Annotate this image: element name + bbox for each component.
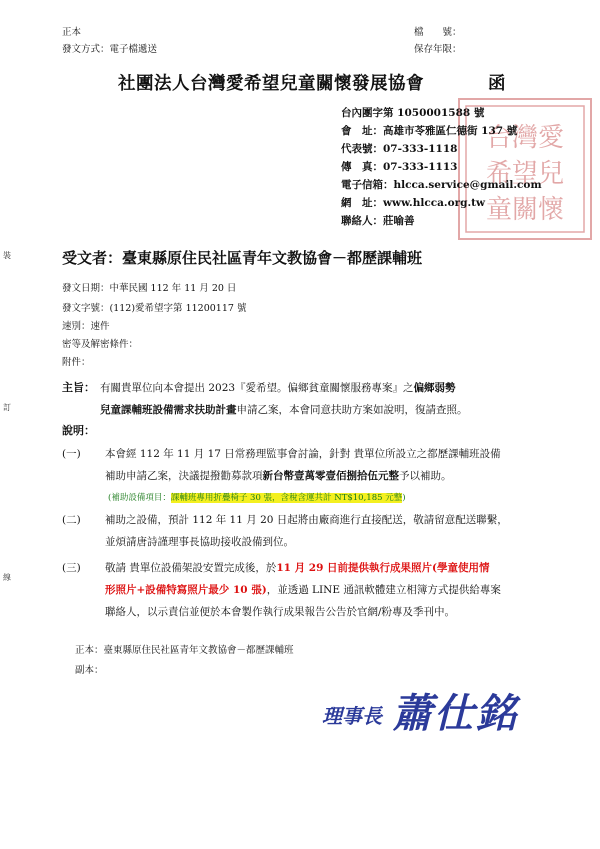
- svg-text:童關懷: 童關懷: [485, 195, 565, 225]
- subject-text-2a: 兒童課輔班設備需求扶助計畫: [100, 404, 237, 416]
- item-1-note-label: (補助設備項目：: [108, 493, 171, 503]
- org-contact: 聯絡人：莊喻善: [341, 215, 415, 227]
- org-title: 社團法人台灣愛希望兒童關懷發展協會: [118, 74, 424, 94]
- item-1-note-highlight: 課輔班專用折疊椅子 30 張，含稅含運共計 NT$10,185 元整: [170, 493, 403, 503]
- file-number-label: 檔 號：: [414, 27, 462, 38]
- svg-text:台灣愛: 台灣愛: [485, 123, 565, 153]
- item-3-photo-requirement: 形照片+設備特寫照片最少 10 張): [105, 584, 267, 596]
- explanation-label: 說明：: [62, 424, 95, 437]
- item-1-amount: 新台幣壹萬零壹佰捌拾伍元整: [262, 470, 399, 482]
- subject-text-1a: 有關貴單位向本會提出 2023『愛希望。偏鄉貧童關懷服務專案』之: [100, 382, 414, 394]
- svg-text:希望兒: 希望兒: [485, 159, 565, 189]
- registration-number: 台內團字第 1050001588 號: [341, 107, 485, 119]
- distribution-original: 正本：臺東縣原住民社區青年文教協會－都歷課輔班: [75, 645, 294, 656]
- org-email: 電子信箱：hlcca.service@gmail.com: [341, 179, 542, 191]
- item-3-line-1: [105, 560, 490, 575]
- item-3-text-2b: ，並透過 LINE 通訊軟體建立相簿方式提供給專案: [266, 584, 501, 596]
- binding-mark-zhuang: 裝: [3, 251, 11, 260]
- subject-line-1: [100, 380, 456, 395]
- delivery-method: 發文方式：電子檔遞送: [62, 44, 158, 55]
- item-1-line-2: [105, 468, 452, 483]
- item-1-line-1: 本會經 112 年 11 月 17 日常務理監事會討論，針對 貴單位所設立之都歷課輔班設備: [105, 448, 501, 460]
- item-2-line-2: 並煩請唐詩謹理事長協助接收設備到位。: [105, 536, 294, 548]
- org-website: 網 址：www.hlcca.org.tw: [341, 197, 486, 209]
- item-2-line-1: 補助之設備，預計 112 年 11 月 20 日起將由廠商進行直接配送，敬請留意配送聯繫，: [105, 514, 508, 526]
- item-1-note-end: ): [402, 493, 406, 503]
- binding-mark-xian: 線: [3, 573, 11, 582]
- secrecy-level: 密等及解密條件：: [62, 339, 139, 350]
- subject-text-2b: 申請乙案，本會同意扶助方案如說明，復請查照。: [236, 404, 468, 416]
- subject-text-1b: 偏鄉弱勢: [413, 382, 456, 394]
- binding-mark-ding: 訂: [3, 403, 11, 412]
- item-3-line-3: 聯絡人，以示責信並便於本會製作執行成果報告公告於官網/粉專及季刊中。: [105, 606, 456, 618]
- doc-type: 函: [488, 74, 506, 94]
- issue-number: 發文字號：(112)愛希望字第 11200117 號: [62, 303, 247, 314]
- item-3-number: (三): [62, 562, 81, 574]
- seal-graphic: [460, 100, 590, 238]
- org-phone: 代表號：07-333-1118: [341, 143, 458, 155]
- issue-date: 發文日期：中華民國 112 年 11 月 20 日: [62, 283, 237, 294]
- item-2-number: (二): [62, 514, 81, 526]
- item-1-number: (一): [62, 448, 81, 460]
- delivery-speed: 速別：速件: [62, 321, 110, 332]
- org-address: 會 址：高雄市苓雅區仁德街 137 號: [341, 125, 518, 137]
- recipient: 受文者：臺東縣原住民社區青年文教協會－都歷課輔班: [62, 249, 423, 267]
- retention-label: 保存年限：: [414, 44, 462, 55]
- item-3-text-1a: 敬請 貴單位設備架設安置完成後，於: [105, 562, 277, 574]
- subject-line-2: [100, 402, 468, 417]
- subject-label: 主旨：: [62, 381, 95, 394]
- copy-type: 正本: [62, 27, 82, 38]
- item-3-deadline: 11 月 29 日前提供執行成果照片(學童使用情: [276, 562, 490, 574]
- item-1-note: [108, 491, 406, 503]
- org-fax: 傳 真：07-333-1113: [341, 161, 458, 173]
- item-1-text-2c: 予以補助。: [399, 470, 452, 482]
- signature-title: 理事長: [322, 704, 382, 728]
- signature-name: 蕭仕銘: [392, 690, 518, 737]
- item-1-text-2a: 補助申請乙案，決議提撥勸募款項: [105, 470, 263, 482]
- distribution-copy: 副本：: [75, 665, 104, 676]
- attachment: 附件：: [62, 357, 91, 368]
- item-3-line-2: [105, 582, 501, 597]
